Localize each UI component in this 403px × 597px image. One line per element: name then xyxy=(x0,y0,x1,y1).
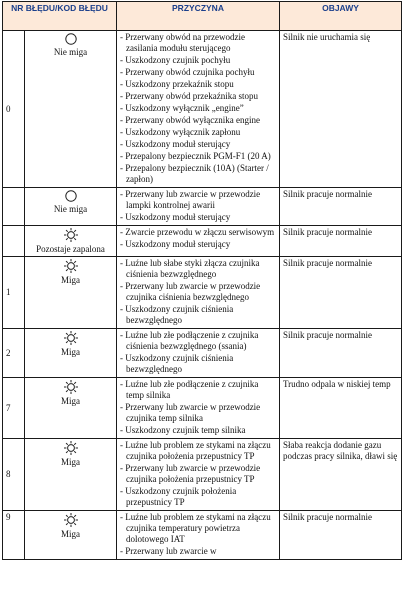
lamp-cell xyxy=(25,257,117,329)
cause-cell xyxy=(117,31,280,188)
cause-item: - Przerwany obwód przekaźnika stopu xyxy=(120,91,258,101)
lamp-sun-icon xyxy=(63,512,79,528)
cause-item: - Przerwany obwód czujnika pochyłu xyxy=(120,67,255,77)
cause-item: - Przerwany obwód na przewodzie zasilania modułu sterującego xyxy=(120,32,245,53)
cause-cell xyxy=(117,378,280,439)
cause-item: - Przerwany lub zwarcie w przewodzie czujnika ciśnienia bezwzględnego xyxy=(120,281,261,302)
lamp-sun-icon xyxy=(63,440,79,456)
cause-item: - Zwarcie przewodu w złączu serwisowym xyxy=(120,227,275,237)
symptom-cell: Silnik pracuje normalnie xyxy=(280,511,402,560)
lamp-cell xyxy=(25,511,117,560)
cause-item: - Przerwany lub zwarcie w przewodzie czujnika położenia przepustnicy TP xyxy=(120,463,261,484)
cause-item: - Uszkodzony czujnik ciśnienia bezwzględnego xyxy=(120,304,234,325)
error-code-table xyxy=(2,1,402,560)
table-row xyxy=(3,31,402,188)
lamp-status-label: Nie miga xyxy=(53,47,88,57)
cause-cell xyxy=(117,511,280,560)
lamp-cell xyxy=(25,329,117,378)
lamp-cell xyxy=(25,31,117,188)
lamp-status-label: Pozostaje zapalona xyxy=(36,244,105,254)
cause-cell xyxy=(117,188,280,226)
cause-item: - Przepalony bezpiecznik PGM-F1 (20 A) xyxy=(120,151,271,161)
cause-cell xyxy=(117,329,280,378)
cause-item: - Luźne lub słabe styki złącza czujnika ciśnienia bezwzględnego xyxy=(120,258,260,279)
cause-item: - Uszkodzony moduł sterujący xyxy=(120,139,231,149)
cause-item: - Przerwany lub zwarcie w przewodzie czujnika temp silnika xyxy=(120,402,261,423)
table-body xyxy=(3,31,402,560)
error-code-cell xyxy=(3,226,25,257)
lamp-status-label: Miga xyxy=(61,347,80,357)
cause-item: - Luźne lub problem ze stykami na złączu czujnika temperatury powietrza dolotowego IAT xyxy=(120,512,271,544)
table-row xyxy=(3,511,402,560)
cause-item: - Uszkodzony wyłącznik zapłonu xyxy=(120,127,241,137)
error-code-cell: 2 xyxy=(3,329,25,378)
cause-item: - Uszkodzony wyłącznik „engine” xyxy=(120,103,244,113)
error-code-cell: 9 xyxy=(3,511,25,560)
table-row xyxy=(3,439,402,511)
cause-item: - Luźne lub złe podłączenie z czujnika ciśnienia bezwzględnego (ssania) xyxy=(120,330,259,351)
cause-item: - Luźne lub złe podłączenie z czujnika temp silnika xyxy=(120,379,259,400)
header-symptoms: OBJAWY xyxy=(280,2,402,31)
lamp-status-label: Miga xyxy=(61,529,80,539)
lamp-off-circle-icon xyxy=(64,189,78,203)
cause-cell xyxy=(117,226,280,257)
table-header-row xyxy=(3,2,402,31)
cause-item: - Przerwany lub zwarcie w przewodzie lampki kontrolnej awarii xyxy=(120,189,261,210)
lamp-sun-icon xyxy=(63,379,79,395)
table-row xyxy=(3,226,402,257)
cause-item: - Uszkodzony czujnik pochyłu xyxy=(120,55,231,65)
table-row xyxy=(3,188,402,226)
cause-item: - Luźne lub problem ze stykami na złączu czujnika położenia przepustnicy TP xyxy=(120,440,271,461)
symptom-cell: Silnik pracuje normalnie xyxy=(280,188,402,226)
cause-cell xyxy=(117,257,280,329)
error-code-cell: 1 xyxy=(3,257,25,329)
cause-item: - Uszkodzony moduł sterujący xyxy=(120,212,231,222)
lamp-sun-icon xyxy=(63,258,79,274)
cause-item: - Uszkodzony moduł sterujący xyxy=(120,239,231,249)
cause-item: - Uszkodzony czujnik położenia przepustnicy TP xyxy=(120,486,237,507)
table-row xyxy=(3,378,402,439)
error-code-cell: 0 xyxy=(3,31,25,188)
cause-cell xyxy=(117,439,280,511)
symptom-cell: Trudno odpala w niskiej temp xyxy=(280,378,402,439)
lamp-status-label: Miga xyxy=(61,396,80,406)
cause-item: - Uszkodzony czujnik ciśnienia bezwzględnego xyxy=(120,353,234,374)
table-row xyxy=(3,257,402,329)
error-code-cell: 7 xyxy=(3,378,25,439)
symptom-cell: Silnik pracuje normalnie xyxy=(280,329,402,378)
lamp-status-label: Nie miga xyxy=(53,204,88,214)
cause-item: - Uszkodzony czujnik temp silnika xyxy=(120,425,246,435)
lamp-status-label: Miga xyxy=(61,275,80,285)
symptom-cell: Słaba reakcja dodanie gazu podczas pracy silnika, dławi się xyxy=(280,439,402,511)
symptom-cell: Silnik pracuje normalnie xyxy=(280,226,402,257)
lamp-sun-icon xyxy=(63,330,79,346)
cause-item: - Przepalony bezpiecznik (10A) (Starter / zapłon) xyxy=(120,163,269,184)
lamp-cell xyxy=(25,226,117,257)
lamp-sun-icon xyxy=(63,227,79,243)
error-code-cell: 8 xyxy=(3,439,25,511)
lamp-cell xyxy=(25,378,117,439)
lamp-cell xyxy=(25,439,117,511)
cause-item: - Przerwany lub zwarcie w xyxy=(120,546,217,556)
cause-item: - Przerwany obwód wyłącznika engine xyxy=(120,115,260,125)
lamp-status-label: Miga xyxy=(61,457,80,467)
header-error-code: NR BŁĘDU/KOD BŁĘDU xyxy=(3,2,117,31)
symptom-cell: Silnik nie uruchamia się xyxy=(280,31,402,188)
lamp-off-circle-icon xyxy=(64,32,78,46)
error-code-cell xyxy=(3,188,25,226)
table-row xyxy=(3,329,402,378)
header-cause: PRZYCZYNA xyxy=(117,2,280,31)
symptom-cell: Silnik pracuje normalnie xyxy=(280,257,402,329)
cause-item: - Uszkodzony przekaźnik stopu xyxy=(120,79,234,89)
lamp-cell xyxy=(25,188,117,226)
